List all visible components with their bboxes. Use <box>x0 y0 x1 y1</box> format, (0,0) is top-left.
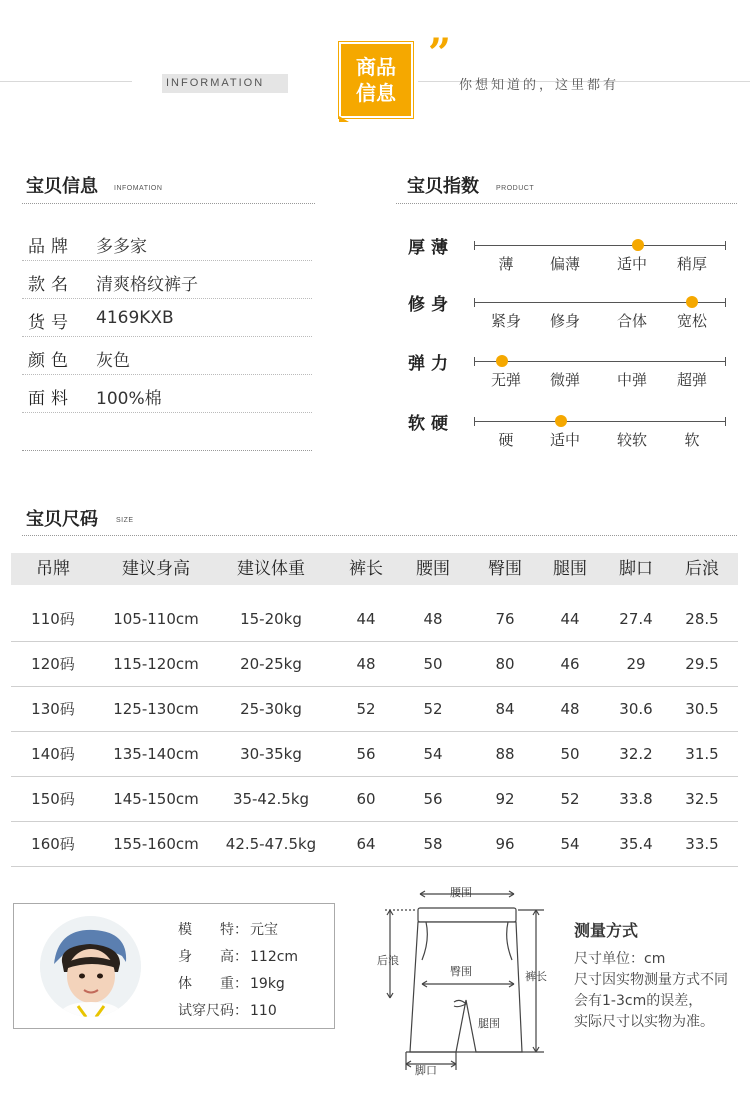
model-info-label: 试穿尺码： <box>178 1003 248 1019</box>
table-row <box>11 597 738 642</box>
scale-track <box>474 421 726 422</box>
table-header-cell: 建议身高 <box>122 559 190 579</box>
table-row <box>11 642 738 687</box>
model-card <box>13 903 335 1029</box>
table-header-cell: 脚口 <box>619 559 653 579</box>
scale-track <box>474 245 726 246</box>
table-cell: 130码 <box>31 700 75 718</box>
table-cell: 27.4 <box>619 610 653 628</box>
table-cell: 28.5 <box>685 610 719 628</box>
scale-option: 微弹 <box>549 371 580 389</box>
table-header-cell: 腰围 <box>416 559 450 579</box>
info-row <box>22 375 312 413</box>
scale-option: 适中 <box>616 255 647 273</box>
size-divider <box>22 535 737 536</box>
scale-track <box>474 361 726 362</box>
table-cell: 29.5 <box>685 655 719 673</box>
table-header-cell: 建议体重 <box>237 559 305 579</box>
baby-index-divider <box>396 203 737 204</box>
model-info-row <box>178 1000 277 1020</box>
info-label: 面料 <box>28 389 74 409</box>
scale-indicator <box>496 355 508 367</box>
size-subtitle: SIZE <box>116 517 134 524</box>
table-cell: 44 <box>356 610 376 628</box>
table-cell: 35-42.5kg <box>232 790 310 808</box>
table-row <box>11 777 738 822</box>
table-cell: 140码 <box>31 745 75 763</box>
table-cell: 33.5 <box>685 835 719 853</box>
baby-info-divider <box>22 203 315 204</box>
table-row <box>11 687 738 732</box>
baby-index-subtitle: PRODUCT <box>496 185 535 192</box>
scale-indicator <box>686 296 698 308</box>
info-value: 灰色 <box>96 351 130 371</box>
measure-line: 会有1-3cm的误差， <box>574 993 703 1009</box>
scale-option: 修身 <box>549 312 580 330</box>
label-rise: 后浪 <box>377 954 399 967</box>
scale-option: 硬 <box>498 431 514 449</box>
badge-line-2: 信息 <box>356 81 396 105</box>
scale-option: 宽松 <box>676 312 707 330</box>
scale-option: 合体 <box>616 312 647 330</box>
scale-option: 中弹 <box>616 371 647 389</box>
table-cell: 145-150cm <box>113 790 199 808</box>
scale-tick <box>725 298 726 307</box>
scale-tick <box>725 357 726 366</box>
table-cell: 25-30kg <box>240 700 302 718</box>
model-info-row <box>178 946 298 966</box>
table-cell: 60 <box>356 790 376 808</box>
info-value: 清爽格纹裤子 <box>96 275 198 295</box>
model-info-value: 110 <box>250 1003 277 1019</box>
table-header-cell: 腿围 <box>553 559 587 579</box>
model-info-label: 身 高： <box>178 949 248 965</box>
measure-line: 实际尺寸以实物为准。 <box>574 1014 714 1030</box>
baby-info-subtitle: INFOMATION <box>114 185 163 192</box>
table-header-cell: 臀围 <box>488 559 522 579</box>
table-cell: 30.5 <box>685 700 719 718</box>
scale-label: 弹力 <box>408 354 454 374</box>
table-cell: 84 <box>495 700 515 718</box>
info-label: 品牌 <box>28 237 74 257</box>
table-cell: 48 <box>560 700 580 718</box>
model-info-value: 元宝 <box>250 922 278 938</box>
badge-line-1: 商品 <box>356 55 396 79</box>
table-header-cell: 后浪 <box>685 559 719 579</box>
table-cell: 135-140cm <box>113 745 199 763</box>
table-cell: 52 <box>560 790 580 808</box>
baby-index-title: 宝贝指数 <box>407 176 479 197</box>
model-info-row <box>178 919 278 939</box>
table-cell: 32.2 <box>619 745 653 763</box>
model-info-value: 19kg <box>250 976 285 992</box>
info-label: 货号 <box>28 313 74 333</box>
table-cell: 50 <box>560 745 580 763</box>
table-cell: 120码 <box>31 655 75 673</box>
label-waist: 腰围 <box>450 886 472 899</box>
table-header-cell: 裤长 <box>349 559 383 579</box>
table-cell: 52 <box>356 700 376 718</box>
info-row <box>22 337 312 375</box>
table-cell: 29 <box>626 655 646 673</box>
model-info-label: 体 重： <box>178 976 248 992</box>
scale-option: 超弹 <box>676 371 707 389</box>
table-cell: 20-25kg <box>240 655 302 673</box>
model-info-label: 模 特： <box>178 922 248 938</box>
table-cell: 115-120cm <box>113 655 199 673</box>
table-cell: 150码 <box>31 790 75 808</box>
quote-mark-icon: ” <box>428 30 452 77</box>
table-cell: 96 <box>495 835 515 853</box>
baby-info-bottom-divider <box>22 450 312 451</box>
table-cell: 30-35kg <box>240 745 302 763</box>
scale-label: 修身 <box>408 295 454 315</box>
scale-tick <box>725 241 726 250</box>
table-header-cell: 吊牌 <box>36 559 70 579</box>
information-label: INFORMATION <box>162 74 288 93</box>
table-cell: 52 <box>423 700 443 718</box>
scale-tick <box>474 357 475 366</box>
scale-option: 适中 <box>549 431 580 449</box>
measure-line: 尺寸单位：cm <box>574 951 666 967</box>
size-table-header <box>11 553 738 585</box>
table-cell: 48 <box>423 610 443 628</box>
table-cell: 32.5 <box>685 790 719 808</box>
table-cell: 42.5-47.5kg <box>225 835 317 853</box>
scale-tick <box>725 417 726 426</box>
tagline: 你想知道的，这里都有 <box>459 78 620 93</box>
label-thigh: 腿围 <box>478 1017 500 1030</box>
scale-tick <box>474 417 475 426</box>
info-row <box>22 261 312 299</box>
table-cell: 110码 <box>31 610 75 628</box>
product-info-badge <box>339 42 413 118</box>
measure-line: 尺寸因实物测量方式不同 <box>574 972 728 988</box>
model-avatar <box>40 916 141 1017</box>
header-rule-left <box>0 81 132 82</box>
table-cell: 125-130cm <box>113 700 199 718</box>
table-cell: 76 <box>495 610 515 628</box>
info-value: 4169KXB <box>96 308 174 328</box>
table-cell: 33.8 <box>619 790 653 808</box>
scale-tick <box>474 241 475 250</box>
table-cell: 105-110cm <box>113 610 199 628</box>
scale-label: 软硬 <box>408 414 454 434</box>
table-cell: 35.4 <box>619 835 653 853</box>
scale-option: 稍厚 <box>676 255 707 273</box>
label-hem: 脚口 <box>415 1064 437 1077</box>
table-cell: 31.5 <box>685 745 719 763</box>
table-cell: 30.6 <box>619 700 653 718</box>
scale-option: 无弹 <box>490 371 521 389</box>
scale-option: 较软 <box>616 431 647 449</box>
table-row <box>11 732 738 777</box>
info-value: 多多家 <box>96 237 147 257</box>
info-row <box>22 299 312 337</box>
info-row <box>22 223 312 261</box>
table-cell: 56 <box>356 745 376 763</box>
table-cell: 44 <box>560 610 580 628</box>
label-length: 裤长 <box>525 970 547 983</box>
info-label: 颜色 <box>28 351 74 371</box>
table-cell: 54 <box>423 745 443 763</box>
info-label: 款名 <box>28 275 74 295</box>
table-cell: 88 <box>495 745 515 763</box>
table-cell: 80 <box>495 655 515 673</box>
scale-option: 紧身 <box>490 312 521 330</box>
table-cell: 160码 <box>31 835 75 853</box>
table-cell: 56 <box>423 790 443 808</box>
table-cell: 64 <box>356 835 376 853</box>
info-value: 100%棉 <box>96 389 162 409</box>
size-title: 宝贝尺码 <box>26 509 98 530</box>
scale-option: 薄 <box>498 255 514 273</box>
scale-option: 软 <box>684 431 700 449</box>
scale-label: 厚薄 <box>408 238 454 258</box>
table-cell: 58 <box>423 835 443 853</box>
table-cell: 54 <box>560 835 580 853</box>
scale-option: 偏薄 <box>549 255 580 273</box>
table-cell: 46 <box>560 655 580 673</box>
table-cell: 15-20kg <box>240 610 302 628</box>
badge-corner <box>339 116 349 122</box>
model-info-value: 112cm <box>250 949 299 965</box>
label-hip: 臀围 <box>450 965 472 978</box>
scale-indicator <box>632 239 644 251</box>
measure-title: 测量方式 <box>574 921 639 940</box>
table-cell: 92 <box>495 790 515 808</box>
scale-tick <box>474 298 475 307</box>
table-row <box>11 822 738 867</box>
scale-indicator <box>555 415 567 427</box>
table-cell: 50 <box>423 655 443 673</box>
baby-info-title: 宝贝信息 <box>26 176 98 197</box>
table-cell: 155-160cm <box>113 835 199 853</box>
table-cell: 48 <box>356 655 376 673</box>
model-info-row <box>178 973 285 993</box>
